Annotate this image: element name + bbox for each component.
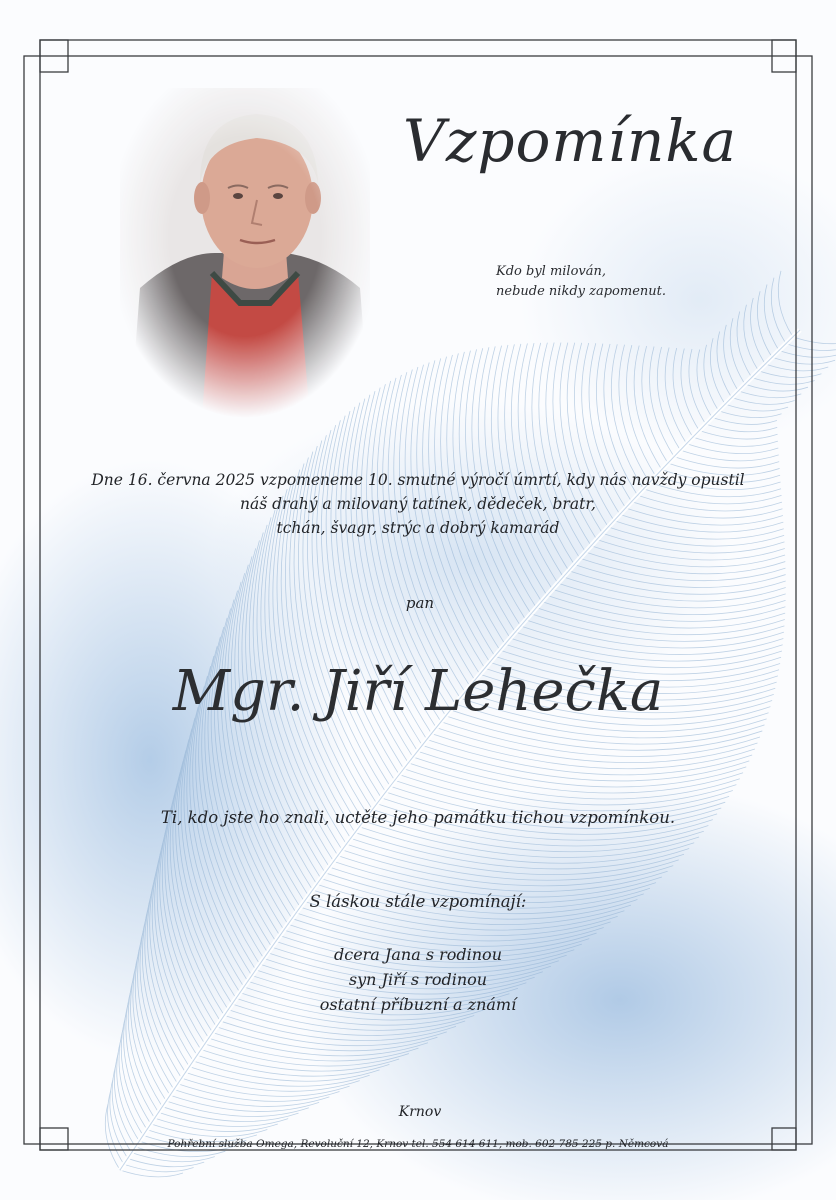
funeral-service-footer: Pohřební služba Omega, Revoluční 12, Krnov tel. 554 614 611, mob. 602 785 225 p. Němcová — [167, 1138, 669, 1150]
announcement-line: náš drahý a milovaný tatínek, dědeček, bratr, — [240, 495, 596, 513]
announcement-line: tchán, švagr, strýc a dobrý kamarád — [276, 519, 560, 537]
motto-line: Kdo byl milován, — [496, 264, 607, 279]
tribute-text: Ti, kdo jste ho znali, uctěte jeho památku tichou vzpomínkou. — [160, 808, 676, 827]
mourner-item: syn Jiří s rodinou — [348, 970, 488, 989]
title-word: pan — [405, 594, 435, 612]
mourners-list — [60, 942, 776, 1017]
heading: Vzpomínka — [402, 107, 738, 175]
announcement-text — [60, 468, 776, 540]
city: Krnov — [398, 1104, 442, 1120]
remembrance-line: S láskou stále vzpomínají: — [309, 892, 527, 911]
motto-line: nebude nikdy zapomenut. — [496, 284, 666, 299]
mourner-item: dcera Jana s rodinou — [333, 945, 502, 964]
mourner-item: ostatní příbuzní a známí — [319, 995, 517, 1014]
announcement-line: Dne 16. června 2025 vzpomeneme 10. smutné výročí úmrtí, kdy nás navždy opustil — [91, 471, 745, 489]
motto — [496, 262, 736, 302]
portrait-photo — [120, 88, 370, 418]
deceased-name: Mgr. Jiří Lehečka — [172, 659, 664, 724]
